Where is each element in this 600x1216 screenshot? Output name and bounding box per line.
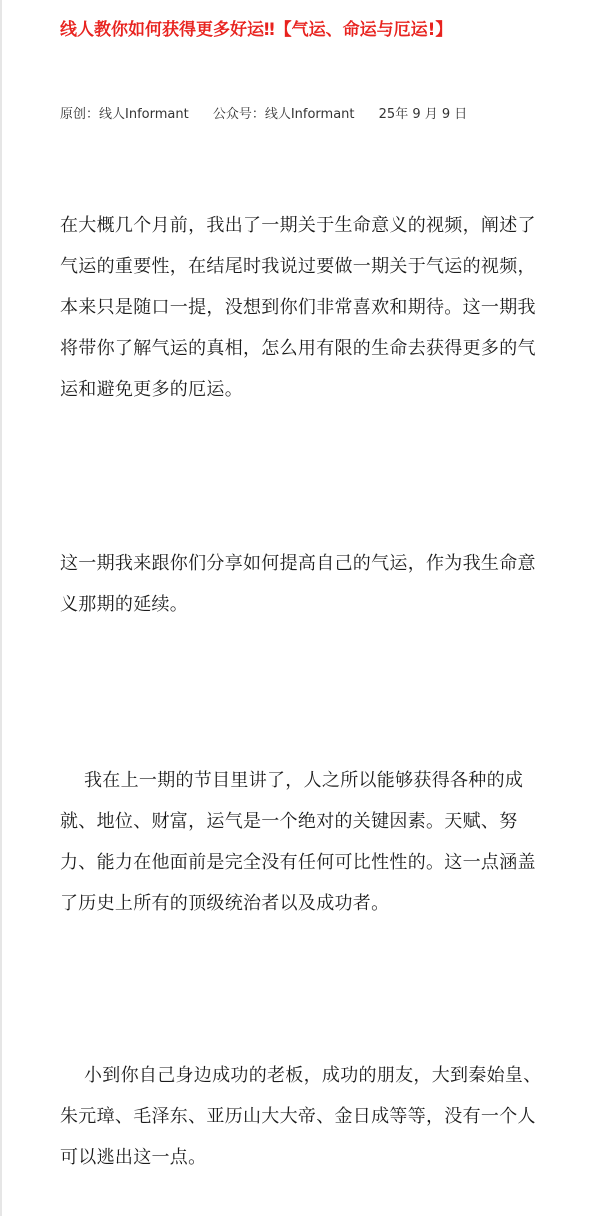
paragraph-1: 在大概几个月前，我出了一期关于生命意义的视频，阐述了气运的重要性，在结尾时我说过要做一期关于气运的视频，本来只是随口一提，没想到你们非常喜欢和期待。这一期我将带你了解气运的真相，怎么用有限的生命去获得更多的气运和避免更多的厄运。 <box>60 215 536 400</box>
paragraph-2: 这一期我来跟你们分享如何提高自己的气运，作为我生命意义那期的延续。 <box>60 553 536 615</box>
publish-date: 25年 9 月 9 日 <box>378 107 468 122</box>
original-author-label[interactable]: 原创：线人Informant <box>60 107 189 122</box>
official-account-label[interactable]: 公众号：线人Informant <box>212 107 355 122</box>
page-left-border <box>0 0 2 1216</box>
paragraph-4: 小到你自己身边成功的老板，成功的朋友，大到秦始皇、朱元璋、毛泽东、亚历山大大帝、金日成等等，没有一个人可以逃出这一点。 <box>60 1065 542 1168</box>
article-meta <box>60 105 467 125</box>
paragraph-3: 我在上一期的节目里讲了，人之所以能够获得各种的成就、地位、财富，运气是一个绝对的关键因素。天赋、努力、能力在他面前是完全没有任何可比性性的。这一点涵盖了历史上所有的顶级统治者以及成功者。 <box>60 770 536 914</box>
article-title: 线人教你如何获得更多好运‼【气运、命运与厄运!】 <box>60 20 453 40</box>
